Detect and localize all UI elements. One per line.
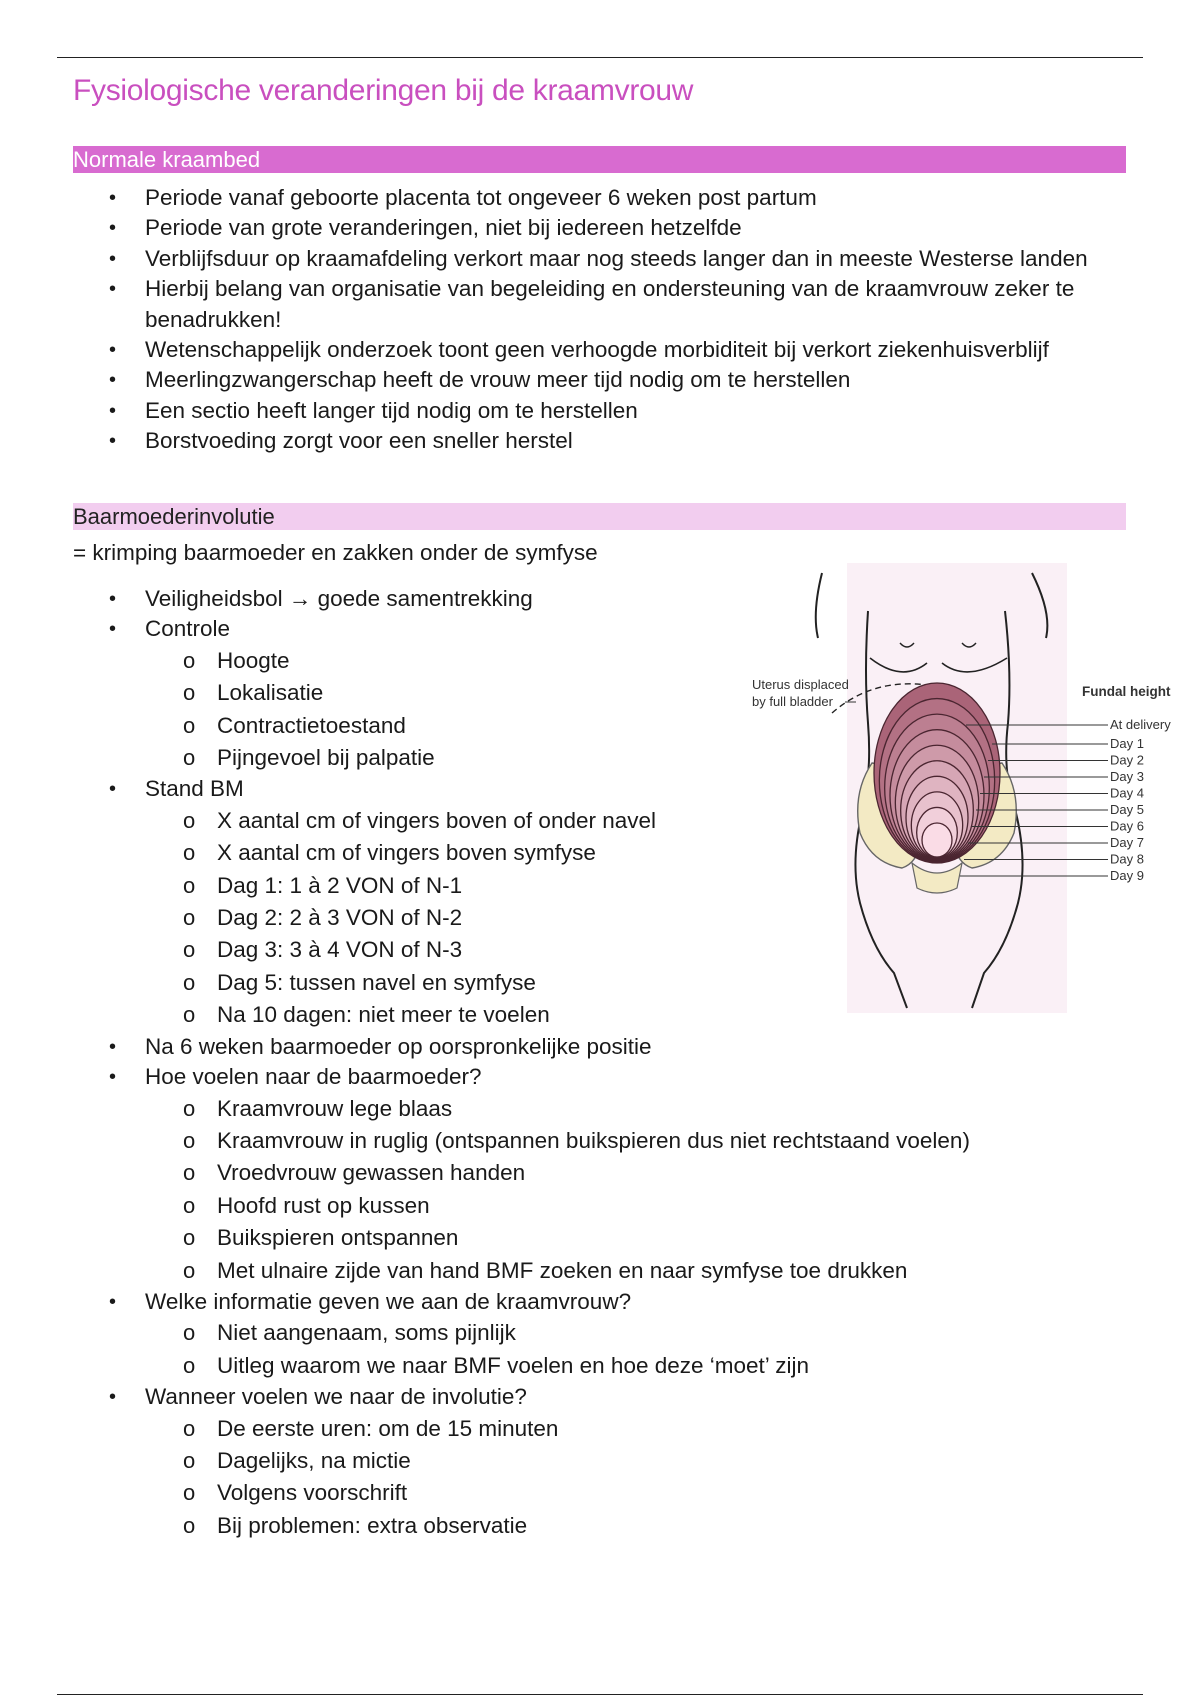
circle-o-icon: o: [183, 1352, 196, 1378]
list-item-text: Kraamvrouw in ruglig (ontspannen buikspieren dus niet rechtstaand voelen): [217, 1127, 970, 1153]
circle-o-icon: o: [183, 680, 196, 706]
circle-o-icon: o: [183, 1320, 196, 1346]
list-item: [73, 335, 1133, 365]
bullet-icon: •: [109, 1386, 117, 1409]
list-item-text: Stand BM: [145, 776, 244, 802]
list-item: [73, 213, 1133, 243]
list-item-text: X aantal cm of vingers boven symfyse: [217, 840, 596, 866]
bullet-icon: •: [109, 1035, 117, 1058]
list-item-text: Na 10 dagen: niet meer te voelen: [217, 1002, 550, 1028]
sub-list-item: [73, 1222, 1133, 1254]
bullet-icon: •: [109, 430, 117, 453]
top-rule: [57, 57, 1143, 58]
list-item-text: Na 6 weken baarmoeder op oorspronkelijke positie: [145, 1033, 652, 1059]
sub-list-item: [73, 1317, 1133, 1349]
circle-o-icon: o: [183, 1095, 196, 1121]
list-item-text: Pijngevoel bij palpatie: [217, 745, 435, 771]
bullet-icon: •: [109, 1290, 117, 1313]
circle-o-icon: o: [183, 1002, 196, 1028]
day-label: Day 1: [1110, 736, 1144, 751]
list-item-text: Een sectio heeft langer tijd nodig om te herstellen: [145, 397, 638, 423]
bottom-rule: [57, 1694, 1143, 1695]
list-item-text: Buikspieren ontspannen: [217, 1225, 459, 1251]
bullet-icon: •: [109, 618, 117, 641]
sub-list-item: [73, 1510, 1133, 1542]
list-item-text: Volgens voorschrift: [217, 1480, 408, 1506]
day-label: Day 5: [1110, 802, 1144, 817]
day-label: Day 8: [1110, 851, 1144, 867]
list-item-text: Dag 5: tussen navel en symfyse: [217, 969, 536, 995]
circle-o-icon: o: [183, 1160, 196, 1186]
sub-list-item: [73, 1157, 1133, 1189]
bullet-icon: •: [109, 247, 117, 270]
day-label: Day 6: [1110, 818, 1144, 834]
label-uterus-line2: by full bladder: [752, 694, 833, 709]
day-label: Day 3: [1110, 769, 1144, 784]
sub-list-item: [73, 1477, 1133, 1509]
circle-o-icon: o: [183, 1480, 196, 1506]
list-item-text: Contractietoestand: [217, 712, 406, 738]
circle-o-icon: o: [183, 745, 196, 771]
day-label: Day 2: [1110, 752, 1144, 768]
sub-list-item: [73, 1255, 1133, 1287]
list-item: [73, 1032, 1133, 1062]
day-label: Day 4: [1110, 785, 1144, 801]
sub-list-item: [73, 1190, 1133, 1222]
uterus-involution-diagram: [752, 563, 1184, 1013]
sub-list-item: [73, 1413, 1133, 1445]
circle-o-icon: o: [183, 647, 196, 673]
circle-o-icon: o: [183, 1512, 196, 1538]
bullet-icon: •: [109, 399, 117, 422]
list-item-text: Controle: [145, 616, 231, 642]
list-item-text: Kraamvrouw lege blaas: [217, 1095, 453, 1121]
label-at-delivery: At delivery: [1110, 717, 1171, 732]
circle-o-icon: o: [183, 1415, 196, 1441]
list-item-text: Vroedvrouw gewassen handen: [217, 1160, 526, 1186]
list-item: [73, 1382, 1133, 1412]
list-item-text: Hoofd rust op kussen: [217, 1192, 430, 1218]
bullet-icon: •: [109, 1066, 117, 1089]
circle-o-icon: o: [183, 1192, 196, 1218]
circle-o-icon: o: [183, 1447, 196, 1473]
list-item-text: Niet aangenaam, soms pijnlijk: [217, 1320, 516, 1346]
list-item-text: Verblijfsduur op kraamafdeling verkort maar nog steeds langer dan in meeste Westerse landen: [145, 245, 1088, 271]
list-item: [73, 396, 1133, 426]
sub-list-item: [73, 1093, 1133, 1125]
circle-o-icon: o: [183, 840, 196, 866]
circle-o-icon: o: [183, 1257, 196, 1283]
bullet-icon: •: [109, 187, 117, 209]
list-item-text: Veiligheidsbol → goede samentrekking: [145, 586, 533, 611]
bullet-list-kraambed: [73, 183, 1133, 457]
sub-list-item: [73, 1350, 1133, 1382]
list-item-text: X aantal cm of vingers boven of onder navel: [217, 807, 657, 833]
list-item-text: Dagelijks, na mictie: [217, 1447, 411, 1473]
list-item: [73, 1287, 1133, 1317]
body-outline-left-arm: [816, 573, 822, 638]
list-item-text: Dag 3: 3 à 4 VON of N-3: [217, 937, 463, 963]
circle-o-icon: o: [183, 1225, 196, 1251]
list-item-text: Hoe voelen naar de baarmoeder?: [145, 1064, 482, 1090]
day-label: Day 7: [1110, 835, 1144, 850]
page-title: Fysiologische veranderingen bij de kraamvrouw: [73, 74, 694, 107]
list-item-text: Wetenschappelijk onderzoek toont geen verhoogde morbiditeit bij verkort ziekenhuisverblijf: [145, 337, 1049, 363]
circle-o-icon: o: [183, 905, 196, 931]
list-item-text: Wanneer voelen we naar de involutie?: [145, 1384, 527, 1410]
section-heading-baarmoederinvolutie: Baarmoederinvolutie: [73, 503, 1126, 530]
list-item: [73, 244, 1133, 274]
list-item-text: Hierbij belang van organisatie van begeleiding en ondersteuning van de kraamvrouw zeker te benadrukken!: [145, 276, 1075, 332]
list-item: [73, 365, 1133, 395]
uterus-involution-rings: [874, 683, 1000, 863]
sub-list-item: [73, 1125, 1133, 1157]
list-item-text: De eerste uren: om de 15 minuten: [217, 1415, 559, 1441]
circle-o-icon: o: [183, 872, 196, 898]
list-item-text: Borstvoeding zorgt voor een sneller herstel: [145, 428, 573, 454]
list-item: [73, 274, 1133, 335]
bullet-icon: •: [109, 217, 117, 240]
circle-o-icon: o: [183, 807, 196, 833]
sub-list-item: [73, 1445, 1133, 1477]
list-item: [73, 183, 1133, 213]
list-item-text: Hoogte: [217, 647, 290, 673]
day-label: Day 9: [1110, 868, 1144, 883]
list-item-text: Periode vanaf geboorte placenta tot ongeveer 6 weken post partum: [145, 185, 817, 210]
list-item-text: Dag 1: 1 à 2 VON of N-1: [217, 872, 463, 898]
list-item-text: Bij problemen: extra observatie: [217, 1512, 528, 1538]
definition-line: = krimping baarmoeder en zakken onder de symfyse: [73, 540, 598, 565]
list-item-text: Periode van grote veranderingen, niet bij iedereen hetzelfde: [145, 215, 742, 241]
circle-o-icon: o: [183, 937, 196, 963]
circle-o-icon: o: [183, 1127, 196, 1153]
list-item: [73, 426, 1133, 456]
list-item-text: Met ulnaire zijde van hand BMF zoeken en naar symfyse toe drukken: [217, 1257, 908, 1283]
circle-o-icon: o: [183, 712, 196, 738]
list-item-text: Lokalisatie: [217, 680, 324, 706]
section-heading-normale-kraambed: Normale kraambed: [73, 146, 1126, 173]
bullet-icon: •: [109, 588, 117, 610]
bullet-icon: •: [109, 339, 117, 362]
uterus-ring: [922, 823, 952, 857]
bullet-icon: •: [109, 778, 117, 801]
list-item-text: Welke informatie geven we aan de kraamvrouw?: [145, 1288, 632, 1314]
label-uterus-line1: Uterus displaced: [752, 677, 849, 692]
list-item-text: Meerlingzwangerschap heeft de vrouw meer tijd nodig om te herstellen: [145, 367, 851, 393]
label-fundal-height: Fundal height: [1082, 684, 1171, 699]
list-item-text: Uitleg waarom we naar BMF voelen en hoe deze ‘moet’ zijn: [217, 1352, 809, 1378]
bullet-icon: •: [109, 278, 117, 301]
list-item-text: Dag 2: 2 à 3 VON of N-2: [217, 905, 463, 931]
list-item: [73, 1062, 1133, 1092]
bullet-icon: •: [109, 369, 117, 392]
circle-o-icon: o: [183, 969, 196, 995]
